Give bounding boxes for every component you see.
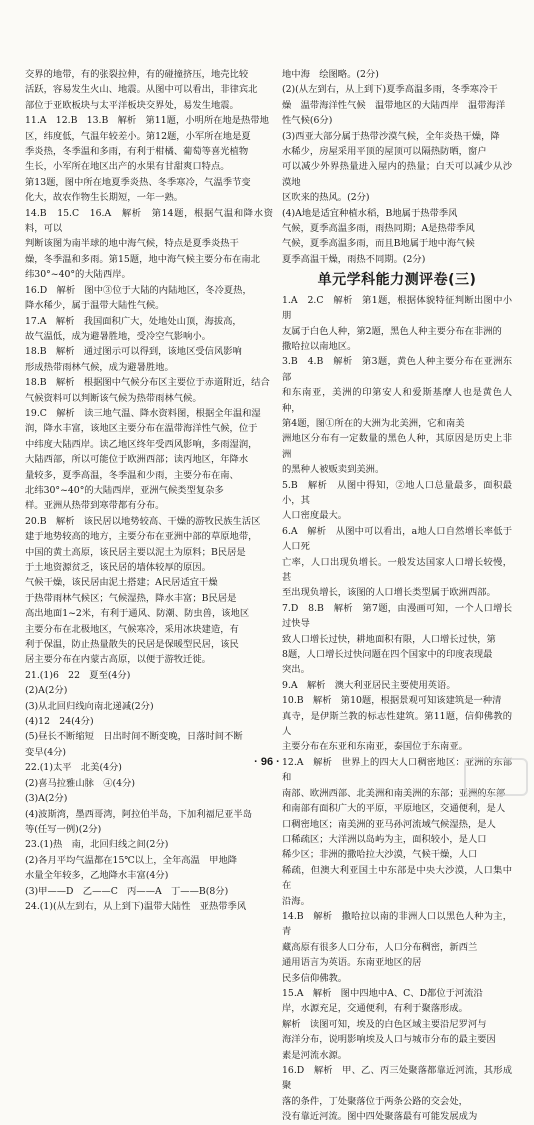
text-line: 纬30°~40°的大陆西岸。 [25, 269, 131, 281]
text-line: 和东南亚，美洲的印第安人和爱斯基摩人也是黄色人种， [282, 387, 512, 414]
text-line: 真寺，是伊斯兰教的标志性建筑。第11题，信仰佛教的人 [282, 710, 512, 738]
text-line: 主要分布在东亚和东南亚，泰国位于东南亚。 [282, 741, 468, 753]
text-line: 突出。 [282, 664, 310, 676]
watermark-logo [464, 758, 528, 796]
text-line: 16.D 解析 甲、乙、丙三处聚落都靠近河流，其形成聚 [282, 1065, 512, 1092]
text-line: 10.B 解析 第10题，根据景观可知该建筑是一种清 [282, 695, 502, 707]
text-line: 14.B 15.C 16.A 解析 第14题，根据气温和降水资料，可以 [25, 207, 273, 235]
text-line: 利于保温，防止热量散失的民居是保暖型民居，该民 [25, 639, 239, 651]
text-line: 气候，夏季高温多雨，雨热同期；A是热带季风 [282, 223, 475, 235]
text-line: 23.(1)热 南，北回归线之间(2分) [25, 839, 169, 851]
text-line: 岸，水源充足，交通便利，有利于聚落形成。 [282, 1003, 468, 1015]
text-line: 14.B 解析 撒哈拉以南的非洲人口以黑色人种为主，青 [282, 910, 512, 938]
right-column-answers [282, 293, 512, 1125]
section-title: 单元学科能力测评卷(三) [317, 272, 477, 289]
text-line: 16.D 解析 图中③位于大陆的内陆地区，冬冷夏热， [25, 284, 252, 296]
text-line: 21.(1)6 22 夏至(4分) [25, 669, 131, 681]
text-line: 3.B 4.B 解析 第3题，黄色人种主要分布在亚洲东部 [282, 356, 512, 383]
text-line: 可以减少外界热量进入屋内的热量；白天可以减少从沙漠地 [282, 161, 512, 188]
text-line: 燥 温带海洋性气候 温带地区的大陆西岸 温带海洋 [282, 99, 506, 111]
text-line: 素是河流水源。 [282, 1049, 348, 1061]
page-number: · 96 · [254, 756, 280, 768]
text-line: 判断该图为南半球的地中海气候，特点是夏季炎热干 [25, 238, 239, 250]
text-line: (2)喜马拉雅山脉 ④(4分) [25, 777, 136, 789]
text-line: 中国的黄土高原，该民居主要以泥土为原料；B民居是 [25, 546, 246, 558]
text-line: (3)从北回归线向南北递减(2分) [25, 700, 154, 712]
text-line: 主要分布在北极地区，气候寒冷，采用冰块建造，有 [25, 623, 239, 635]
right-column [282, 67, 512, 1125]
text-line: 活跃，容易发生火山、地震。从图中可以看出，非律宾北 [25, 84, 258, 96]
text-line: 南部、欧洲西部、北美洲和南美洲的东部；亚洲的东部 [282, 787, 506, 799]
text-line: (4)波斯湾，墨西哥湾，阿拉伯半岛，下加利福尼亚半岛 [25, 808, 252, 820]
right-column-continuation [282, 67, 512, 267]
text-line: 生长，小军所在地区出产的水果有甘甜爽口特点。 [25, 161, 230, 173]
text-line: 变早(4分) [25, 746, 67, 758]
text-line: 水量全年较多，乙地降水丰富(4分) [25, 870, 169, 882]
text-line: 9.A 解析 澳大利亚居民主要使用英语。 [282, 679, 456, 691]
text-line: 化大，故农作物生长期短，一年一熟。 [25, 192, 184, 204]
text-line: 至出现负增长，该图的人口增长类型属于欧洲西部。 [282, 587, 496, 599]
text-line: (5)昼长不断缩短 日出时间不断变晚，日落时间不断 [25, 731, 243, 743]
text-line: 季炎热，冬季温和多雨，有利于柑橘、葡萄等喜光植物 [25, 146, 249, 158]
text-line: 6.A 解析 从图中可以看出，a地人口自然增长率低于人口死 [282, 525, 512, 553]
text-line: 稀少区；非洲的撒哈拉大沙漠，气候干燥，人口 [282, 849, 478, 861]
text-line: 20.B 解析 该民居以地势较高、干燥的游牧民族生活区 [25, 515, 261, 527]
text-line: 润，降水丰富，该地区主要分布在温带海洋性气候，位于 [25, 423, 258, 435]
text-line: 18.B 解析 根据图中气候分布区主要位于赤道附近，结合 [25, 377, 270, 389]
text-line: 中纬度大陆西岸。读乙地区终年受西风影响，多雨湿润， [25, 438, 258, 450]
text-line: 气候资料可以判断该气候为热带雨林气候。 [25, 392, 202, 404]
text-line: 北纬30°~40°的大陆西岸，亚洲气候类型复杂多 [25, 484, 224, 496]
text-line: 大陆西部，所以可能位于欧洲西部；读丙地区，年降水 [25, 454, 249, 466]
text-line: 气候干燥，该民居由泥土搭建；A民居适宜干燥 [25, 577, 218, 589]
text-line: 藏高原有很多人口分布，人口分布稠密，新西兰 [282, 941, 478, 953]
text-line: 民多信仰佛教。 [282, 972, 348, 984]
text-line: 水稀少，房屋采用平顶的屋顶可以隔热防晒，窗户 [282, 146, 487, 158]
text-line: 洲地区分布有一定数量的黑色人种，其原因是历史上非洲 [282, 433, 512, 460]
text-line: 气候，夏季高温多雨，而且B地属于地中海气候 [282, 238, 475, 250]
text-line: 交界的地带，有的张裂拉伸，有的碰撞挤压，地壳比较 [25, 69, 249, 80]
text-line: 部位于亚欧板块与太平洋板块交界处，易发生地震。 [25, 99, 239, 111]
text-line: 口稀疏区；大洋洲以岛屿为主，面积较小，是人口 [282, 833, 487, 845]
text-line: 7.D 8.B 解析 第7题，由漫画可知，一个人口增长过快导 [282, 602, 512, 630]
text-line: 8题，人口增长过快问题在四个国家中的印度表现最 [282, 649, 493, 661]
text-line: 于土地资源贫乏，该民居的墙体较厚的原因。 [25, 562, 211, 573]
text-line: 海洋分布，说明影响埃及人口与城市分布的最主要因 [282, 1034, 496, 1046]
text-line: (3)A(2分) [25, 793, 68, 805]
text-line: 通用语言为英语。东南亚地区的居 [282, 957, 422, 969]
text-line: 夏季高温干燥，雨热不同期。(2分) [282, 253, 426, 265]
text-line: 12.A 解析 世界上的四大人口稠密地区：亚洲的东部和 [282, 756, 512, 784]
text-line: 形成热带雨林气候，成为避暑胜地。 [25, 361, 174, 373]
text-line: 撒哈拉以南地区。 [282, 340, 357, 352]
text-line: (2)(从左到右，从上到下)夏季高温多雨，冬季寒冷干 [282, 84, 498, 96]
text-line: 故气温低，成为避暑胜地，受冷空气影响小。 [25, 330, 211, 342]
text-line: 等(任写一例)(2分) [25, 823, 102, 835]
text-line: 高出地面1~2米，有利于通风、防潮、防虫兽，该地区 [25, 608, 250, 620]
text-line: 致人口增长过快，耕地面积有限，人口增长过快，第 [282, 633, 496, 645]
text-line: 第13题，图中所在地夏季炎热、冬季寒冷，气温季节变 [25, 176, 251, 188]
text-line: 量较多，夏季高温，冬季温和少雨，主要分布在南、 [25, 469, 239, 481]
text-line: (4)12 24(4分) [25, 716, 94, 728]
text-line: 建于地势较高的地方，主要分布在亚洲中部的草原地带， [25, 531, 258, 543]
text-line: 友属于白色人种，第2题，黑色人种主要分布在非洲的 [282, 325, 502, 337]
text-line: 解析 读图可知，埃及的白色区域主要沿尼罗河与 [282, 1018, 487, 1030]
text-line: (3)甲——D 乙——C 丙——A 丁——B(8分) [25, 885, 229, 897]
text-line: 居主要分布在内蒙古高原，以便于游牧迁徙。 [25, 654, 211, 666]
text-line: (3)西亚大部分属于热带沙漠气候，全年炎热干燥，降 [282, 130, 500, 142]
text-line: 18.B 解析 通过图示可以得到，该地区受信风影响 [25, 346, 242, 358]
text-line: 22.(1)太平 北美(4分) [25, 762, 122, 774]
left-column [25, 67, 273, 914]
text-line: 的黑种人被贩卖到美洲。 [282, 464, 385, 476]
text-line: 性气候(6分) [282, 115, 333, 127]
text-line: 降水稀少，属于温带大陆性气候。 [25, 300, 165, 312]
text-line: 地中海 绘图略。(2分) [282, 69, 379, 80]
text-line: (4)A地是适宜种植水稻，B地属于热带季风 [282, 207, 458, 219]
text-line: 24.(1)(从左到右，从上到下)温带大陆性 亚热带季风 [25, 900, 247, 912]
text-line: 区，纬度低，气温年较差小。第12题，小军所在地是夏 [25, 130, 251, 142]
text-line: 沿海。 [282, 895, 310, 907]
text-line: 样。亚洲从热带到寒带都有分布。 [25, 500, 165, 512]
text-line: 第4题，图①所在的大洲为北美洲，它和南美 [282, 417, 465, 429]
text-line: 没有靠近河流。图中四处聚落最有可能发展成为 [282, 1111, 478, 1123]
text-line: 和南部有面积广大的平原，平原地区，交通便利，是人 [282, 803, 506, 815]
text-line: 口稠密地区；南美洲的亚马孙河流域气候湿热，是人 [282, 818, 496, 830]
text-line: 人口密度最大。 [282, 510, 348, 522]
text-line: 15.A 解析 图中四地中A、C、D都位于河流沿 [282, 987, 483, 999]
text-line: 1.A 2.C 解析 第1题，根据体貌特征判断出图中小朋 [282, 294, 512, 322]
text-line: 亡率，人口出现负增长。一般发达国家人口增长较慢，甚 [282, 556, 512, 583]
text-line: (2)各月平均气温都在15℃以上，全年高温 甲地降 [25, 854, 238, 866]
text-line: 燥，冬季温和多雨。第15题，地中海气候主要分布在南北 [25, 253, 260, 265]
text-line: 5.B 解析 从图中得知，②地人口总量最多，面积最小，其 [282, 479, 512, 506]
text-line: 19.C 解析 读三地气温、降水资料图，根据全年温和湿 [25, 407, 261, 419]
text-line: 于热带雨林气候区；气候湿热，降水丰富；B民居是 [25, 592, 237, 604]
text-line: 落的条件，丁处聚落位于两条公路的交会处， [282, 1095, 468, 1107]
text-line: 稀疏，但澳大利亚国土中东部是中央大沙漠，人口集中在 [282, 864, 512, 892]
text-line: (2)A(2分) [25, 685, 68, 697]
text-line: 11.A 12.B 13.B 解析 第11题，小明所在地是热带地 [25, 115, 269, 127]
text-line: 区吹来的热风。(2分) [282, 192, 370, 204]
text-line: 17.A 解析 我国面积广大，处地处山顶，海拔高， [25, 315, 242, 327]
